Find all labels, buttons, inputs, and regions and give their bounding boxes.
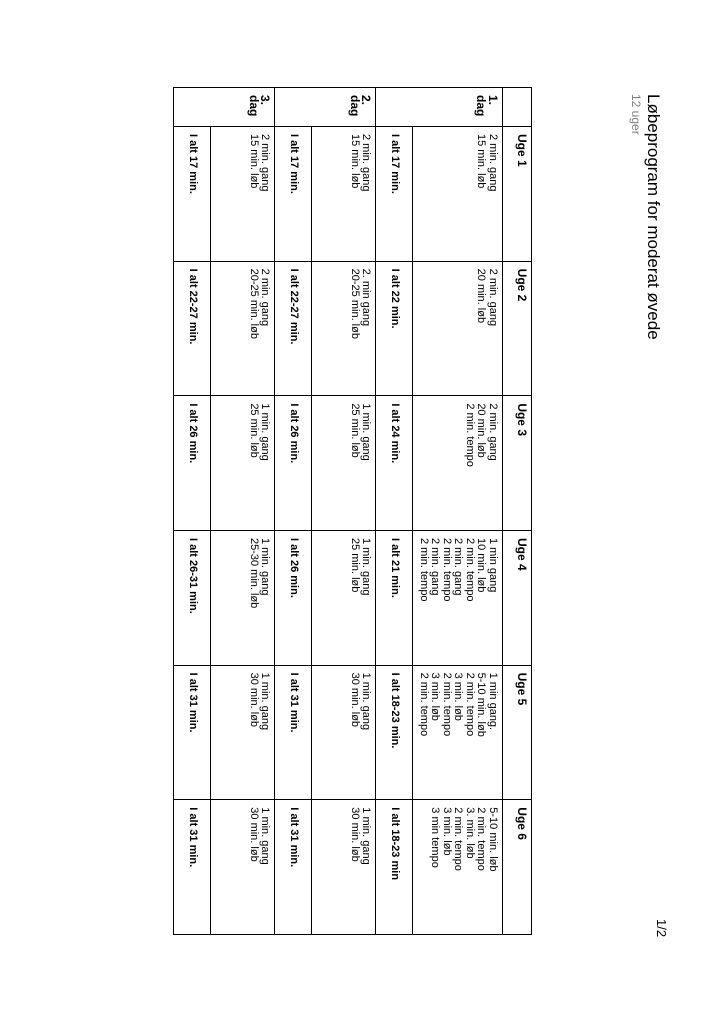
workout-cell <box>413 261 503 396</box>
workout-step: 1 min. gang <box>360 807 373 865</box>
workout-step: 2 min. tempo <box>441 672 453 737</box>
page-number: 1/2 <box>654 919 669 938</box>
week-header: Uge 3 <box>503 396 532 531</box>
workout-step: 1 min. gang <box>360 537 373 596</box>
total-time-cell: I alt 26 min. <box>275 530 312 665</box>
workout-step: 1 min. gang <box>259 403 272 461</box>
document-subtitle: 12 uger <box>629 94 643 135</box>
workout-step: 25 min. løb <box>248 403 260 458</box>
day-label: 2. dag <box>275 88 376 127</box>
total-time-cell: I alt 18-23 min <box>376 800 413 935</box>
workout-step: 25-30 min. løb <box>248 537 260 609</box>
workout-step: 15 min. løb <box>248 134 260 189</box>
workout-step: 5-10 min. løb <box>487 807 499 872</box>
workout-step: 1 min. gang <box>259 807 272 865</box>
total-time-cell: I alt 17 min. <box>376 127 413 262</box>
workout-cell <box>211 396 275 531</box>
workout-step: 30 min. løb <box>248 672 260 728</box>
total-time-cell: I alt 26 min. <box>275 396 312 531</box>
workout-step: 2 min. gang <box>487 268 499 327</box>
workout-step: 25 min. løb <box>349 403 361 458</box>
workout-step: 2 min. tempo <box>418 672 430 737</box>
workout-step: 2 min. tempo <box>418 537 430 602</box>
workout-cell <box>211 127 275 262</box>
total-time-cell: I alt 24 min. <box>376 396 413 531</box>
workout-step: 2 min. tempo <box>441 537 453 602</box>
workout-step: 2 min. tempo <box>464 403 476 467</box>
workout-step: 2. min gang <box>360 268 373 327</box>
workout-cell <box>413 665 503 800</box>
total-time-cell: I alt 31 min. <box>174 665 211 800</box>
workout-step: 2 min. tempo <box>475 807 488 871</box>
program-body <box>174 88 503 935</box>
workout-cell <box>211 530 275 665</box>
workout-cell <box>211 261 275 396</box>
day-total-row <box>174 88 211 935</box>
total-time-cell: I alt 17 min. <box>174 127 211 262</box>
week-header: Uge 6 <box>503 800 532 935</box>
workout-step: 1 min. gang <box>360 403 373 461</box>
workout-cell <box>211 665 275 800</box>
workout-step: 3. min. løb <box>464 807 476 859</box>
workout-step: 2 min. gang <box>487 134 499 192</box>
workout-step: 30 min. løb <box>248 807 260 862</box>
workout-step: 2 min. tempo <box>464 672 476 737</box>
workout-cell <box>312 396 376 531</box>
workout-step: 2 min. gang <box>429 537 442 596</box>
workout-cell <box>413 127 503 262</box>
workout-cell <box>312 127 376 262</box>
total-time-cell: I alt 22-27 min. <box>174 261 211 396</box>
total-time-cell: I alt 31 min. <box>275 665 312 800</box>
workout-cell <box>413 800 503 935</box>
total-time-cell: I alt 26 min. <box>174 396 211 531</box>
week-header: Uge 1 <box>503 127 532 262</box>
workout-step: 2 min. tempo <box>452 807 465 871</box>
week-header-row <box>503 88 532 935</box>
workout-step: 1 min. gang <box>259 672 272 731</box>
workout-step: 10 min. løb <box>475 537 488 593</box>
workout-cell <box>312 800 376 935</box>
total-time-cell: I alt 22-27 min. <box>275 261 312 396</box>
total-time-cell: I alt 21 min. <box>376 530 413 665</box>
training-program-table <box>174 87 533 935</box>
workout-step: 2 min. gang <box>452 537 465 596</box>
workout-step: 3 min. løb <box>429 672 442 721</box>
workout-step: 3 min. løb <box>441 807 453 856</box>
day-label: 1. dag <box>376 88 503 127</box>
workout-cell <box>413 396 503 531</box>
day-plan-row <box>413 88 503 935</box>
workout-cell <box>211 800 275 935</box>
workout-step: 3 min. løb <box>452 672 465 721</box>
workout-step: 30 min. løb <box>349 807 361 862</box>
workout-step: 2 min. gang <box>360 134 373 192</box>
workout-step: 1 min. gang <box>259 537 272 596</box>
workout-step: 20-25 min. løb <box>248 268 260 339</box>
workout-step: 2 min. gang <box>259 134 272 192</box>
workout-step: 15 min. løb <box>475 134 488 189</box>
workout-step: 2 min. gang <box>487 403 499 461</box>
day-label: 3. dag <box>174 88 275 127</box>
total-time-cell: I alt 18-23 min. <box>376 665 413 800</box>
day-plan-row <box>211 88 275 935</box>
workout-step: 1 min. gang <box>360 672 373 731</box>
total-time-cell: I alt 22 min. <box>376 261 413 396</box>
workout-step: 1 min gang. <box>487 672 499 731</box>
total-time-cell: I alt 31 min. <box>174 800 211 935</box>
workout-step: 2 min. tempo <box>464 537 476 602</box>
day-total-row <box>275 88 312 935</box>
workout-step: 30 min. løb <box>349 672 361 728</box>
document-title: Løbeprogram for moderat øvede <box>644 94 663 340</box>
workout-cell <box>312 665 376 800</box>
corner-cell <box>503 88 532 127</box>
workout-cell <box>312 261 376 396</box>
day-plan-row <box>312 88 376 935</box>
workout-step: 2 min. gang <box>259 268 272 327</box>
week-header: Uge 5 <box>503 665 532 800</box>
workout-step: 1 min gang <box>487 537 499 593</box>
total-time-cell: I alt 31 min. <box>275 800 312 935</box>
week-header: Uge 4 <box>503 530 532 665</box>
workout-step: 20 min. løb <box>475 403 488 458</box>
workout-cell <box>312 530 376 665</box>
week-header: Uge 2 <box>503 261 532 396</box>
workout-cell <box>413 530 503 665</box>
total-time-cell: I alt 17 min. <box>275 127 312 262</box>
workout-step: 15 min. løb <box>349 134 361 189</box>
day-total-row <box>376 88 413 935</box>
workout-step: 20 min. løb <box>475 268 488 324</box>
workout-step: 20-25 min. løb <box>349 268 361 339</box>
total-time-cell: I alt 26-31 min. <box>174 530 211 665</box>
workout-step: 3 min tempo <box>429 807 442 868</box>
workout-step: 25 min. løb <box>349 537 361 593</box>
workout-step: 5-10 min. løb <box>475 672 488 737</box>
